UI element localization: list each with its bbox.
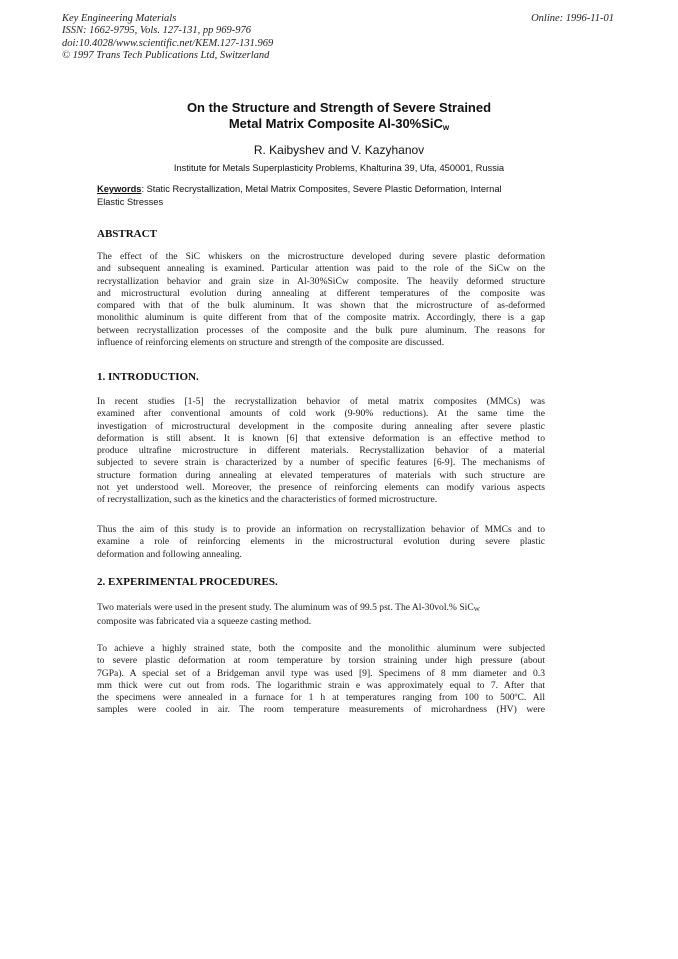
experimental-line: To achieve a highly strained state, both the composite and the monolithic aluminum were subjected	[97, 643, 545, 654]
experimental-line: to severe plastic deformation at room temperature by torsion straining under high pressure (about	[97, 655, 545, 667]
experimental-subscript: W	[473, 606, 480, 613]
title-line-2	[0, 116, 678, 136]
keywords	[97, 183, 547, 208]
intro-line: investigation of microstructural development in the composite during annealing after severe plastic	[97, 420, 545, 432]
abstract-line: between recrystallization processes of the composite and the bulk pure aluminum. The reasons for	[97, 324, 545, 336]
experimental-line	[97, 602, 545, 616]
keywords-line-1	[97, 183, 547, 196]
copyright-line: © 1997 Trans Tech Publications Ltd, Switzerland	[62, 50, 270, 62]
experimental-line: mm thick were cut out from rods. The logarithmic strain e was approximately equal to 7. After that	[97, 679, 545, 691]
authors: R. Kaibyshev and V. Kazyhanov	[253, 143, 425, 157]
keywords-line-2: Elastic Stresses	[97, 196, 164, 207]
intro-line: In recent studies [1-5] the recrystallization behavior of metal matrix composites (MMCs) was	[97, 396, 545, 407]
abstract-line: compared with that of the bulk aluminum. It was shown that the microstructure of as-deformed	[97, 300, 545, 311]
experimental-line: composite was fabricated via a squeeze casting method.	[97, 616, 312, 628]
experimental-line: the specimens were annealed in a furnace for 1 h at temperatures ranging from 100 to 500ºC. All	[97, 692, 545, 703]
experimental-heading: 2. EXPERIMENTAL PROCEDURES.	[97, 576, 278, 588]
intro-line: deformation and following annealing.	[97, 548, 242, 560]
title-line-1: On the Structure and Strength of Severe Strained	[186, 100, 492, 115]
intro-line: examined after conventional amounts of cold work (9-90% reductions). At the same time the	[97, 408, 545, 420]
issn-line: ISSN: 1662-9795, Vols. 127-131, pp 969-976	[62, 25, 251, 37]
experimental-line-1-main: Two materials were used in the present study. The aluminum was of 99.5 pst. The Al-30vol.% SiC	[97, 602, 474, 613]
abstract-line: and subsequent annealing is examined. Particular attention was paid to the role of the SiCw on the	[97, 263, 545, 275]
introduction-paragraph-1	[97, 396, 545, 506]
introduction-heading: 1. INTRODUCTION.	[97, 371, 199, 383]
doi-line: doi:10.4028/www.scientific.net/KEM.127-131.969	[62, 37, 274, 49]
experimental-line: 7GPa). A special set of a Bridgeman anvil type was used [9]. Specimens of 8 mm diameter and 0.3	[97, 667, 545, 679]
experimental-paragraph-2	[97, 643, 545, 717]
introduction-paragraph-2	[97, 524, 545, 561]
abstract-line: influence of reinforcing elements on structure and strength of the composite are discussed.	[97, 336, 445, 348]
intro-line: subjected to severe strain is characterized by a number of specific features [6-9]. The mechanisms of	[97, 457, 545, 469]
abstract-paragraph	[97, 251, 545, 349]
journal-name: Key Engineering Materials	[62, 13, 177, 24]
journal-header	[62, 13, 273, 63]
abstract-line: The effect of the SiC whiskers on the microstructure developed during severe plastic deformation	[97, 251, 545, 262]
intro-line: Thus the aim of this study is to provide an information on recrystallization behavior of MMCs and to	[97, 524, 545, 535]
experimental-line: samples were cooled in air. The room temperature measurements of microhardness (HV) were	[97, 704, 545, 716]
paper-title	[0, 100, 678, 136]
intro-line: deformation is still absent. It is known [6] that extensive deformation is an effective method to	[97, 432, 545, 444]
experimental-paragraph-1	[97, 602, 545, 629]
intro-line: produce ultrafine microstructure in different materials. Recrystallization behavior of a material	[97, 445, 545, 456]
intro-line: not yet understood well. Moreover, the presence of reinforcing elements can modify various aspects	[97, 481, 545, 493]
intro-line: structure formation during annealing at elevated temperatures of materials with such structure are	[97, 469, 545, 481]
abstract-heading: ABSTRACT	[97, 228, 157, 240]
abstract-line: and microstructural evolution during annealing at different temperatures of the composite was	[97, 287, 545, 299]
intro-line: of recrystallization, such as the kinetics and the characteristics of formed microstructure.	[97, 494, 438, 505]
abstract-line: recrystallization behavior and grain size in Al-30%SiCw composite. The heavily deformed structure	[97, 275, 545, 287]
abstract-line: monolithic aluminum is quite different from that of the composite matrix. Accordingly, there is a gap	[97, 312, 545, 324]
title-subscript: w	[442, 123, 450, 132]
keywords-label: Keywords	[97, 184, 142, 194]
intro-line: examine a role of reinforcing elements in the microstructural evolution during severe plastic	[97, 536, 545, 548]
online-date: Online: 1996-11-01	[531, 13, 614, 24]
title-line-2-main: Metal Matrix Composite Al-30%SiC	[228, 116, 443, 131]
affiliation: Institute for Metals Superplasticity Problems, Khalturina 39, Ufa, 450001, Russia	[173, 163, 505, 173]
keywords-text-1: : Static Recrystallization, Metal Matrix Composites, Severe Plastic Deformation, Internal	[141, 184, 502, 194]
